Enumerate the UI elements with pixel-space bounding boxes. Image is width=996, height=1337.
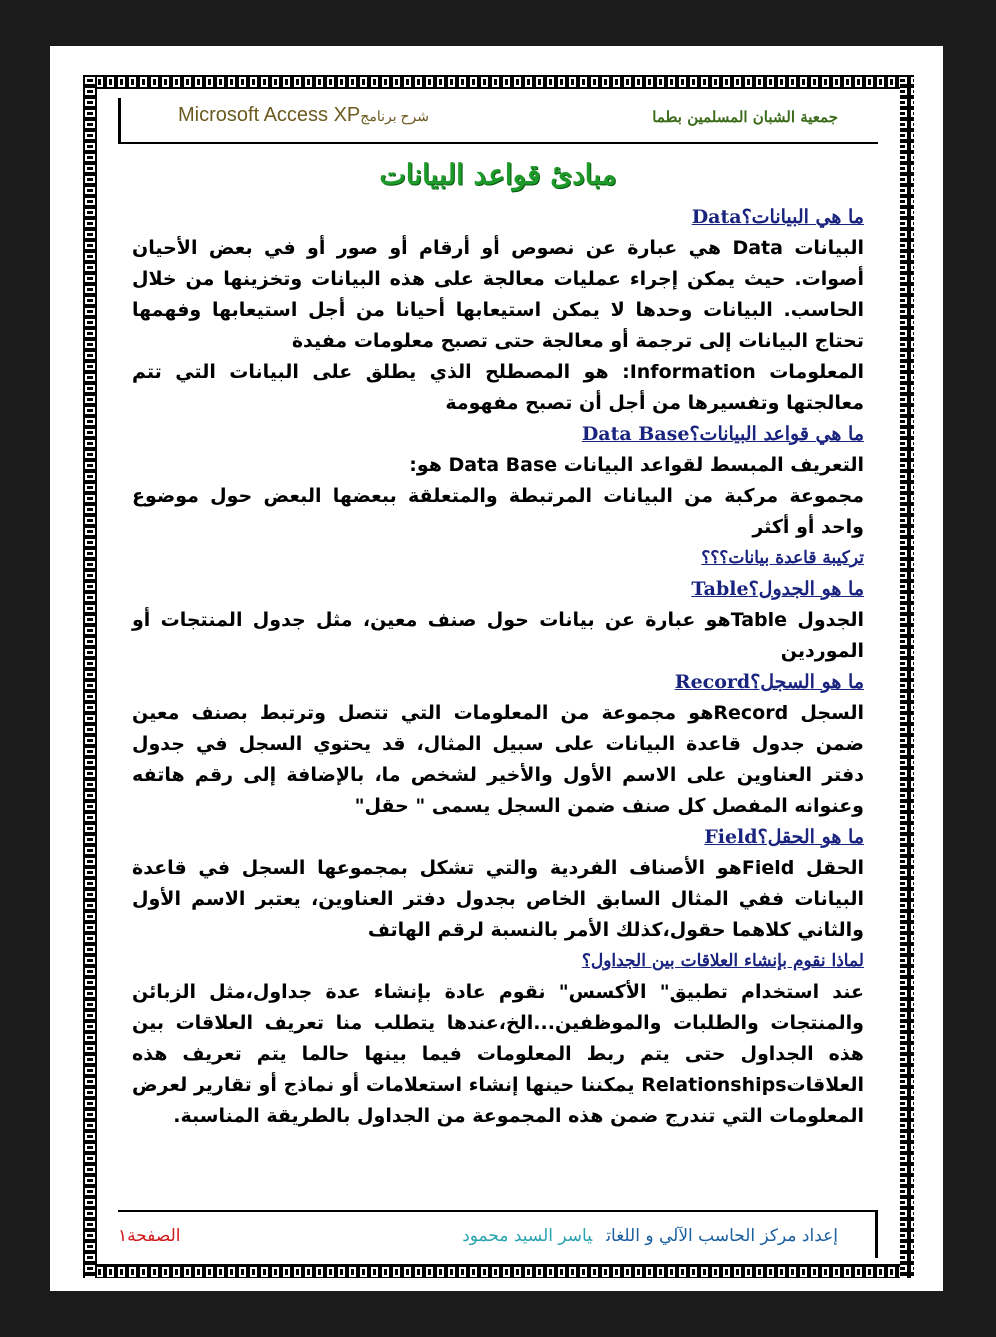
paragraph-data-definition: البيانات Data هي عبارة عن نصوص أو أرقام أو صور أو في بعض الأحيان أصوات. حيث يمكن إجراء عمليات معالجة على هذه البيانات وتخزينها من خلال الحاسب. البيانات وحدها لا يمكن استيعابها أحيانا من أجل استيعابها وفهمها تحتاج البيانات إلى ترجمة أو معالجة حتى تصبح معلومات مفيدة <box>132 237 864 352</box>
header-left-bar <box>118 98 121 142</box>
header-organization: جمعية الشبان المسلمين بطما <box>652 108 838 126</box>
page-title: مبادئ قواعد البيانات <box>379 158 617 191</box>
program-prefix: شرح برنامج <box>360 108 429 124</box>
program-name: Microsoft Access XP <box>178 104 361 126</box>
paragraph-table: الجدول Tableهو عبارة عن بيانات حول صنف معين، مثل جدول المنتجات أو الموردين <box>132 609 864 662</box>
page-number: الصفحة١ <box>118 1226 181 1246</box>
heading-data: ما هي البيانات؟Data <box>691 206 864 228</box>
footer-right-bar <box>875 1212 878 1258</box>
page-footer <box>118 1210 878 1258</box>
paragraph-information: المعلومات Information: هو المصطلح الذي يطلق على البيانات التي تتم معالجتها وتفسيرها من أجل أن تصبح مفهومة <box>132 361 864 414</box>
paragraph-field: الحقل Fieldهو الأصناف الفردية والتي تشكل بمجموعها السجل في قاعدة البيانات ففي المثال السابق الخاص بجدول دفتر العناوين، يعتبر الاسم الأول والثاني كلاهما حقول،كذلك الأمر بالنسبة لرقم الهاتف <box>132 857 864 941</box>
paragraph-database-intro: التعريف المبسط لقواعد البيانات Data Base هو: <box>409 454 864 476</box>
paragraph-relationships: عند استخدام تطبيق" الأكسس" نقوم عادة بإنشاء عدة جداول،مثل الزبائن والمنتجات والطلبات والموظفين...الخ،عندها يتطلب منا تعريف العلاقات بين هذه الجداول حتى يتم ربط المعلومات فيما بينها حالما يتم تعريف هذه العلاقاتRelationships يمكننا حينها إنشاء استعلامات أو نماذج أو تقارير لعرض المعلومات التي تندرج ضمن هذه المجموعة من الجداول بالطريقة المناسبة. <box>132 981 864 1127</box>
footer-prepared-by <box>462 1226 838 1246</box>
paragraph-database-definition: مجموعة مركبة من البيانات المرتبطة والمتعلقة ببعضها البعض حول موضوع واحد أو أكثر <box>132 485 864 538</box>
heading-table: ما هو الجدول؟Table <box>691 578 864 600</box>
page-content <box>118 98 878 1258</box>
heading-database: ما هي قواعد البيانات؟Data Base <box>581 423 864 445</box>
heading-record: ما هو السجل؟Record <box>674 671 864 693</box>
document-body <box>132 202 864 1132</box>
header-program <box>178 104 429 127</box>
paragraph-record: السجل Recordهو مجموعة من المعلومات التي تتصل وترتبط بصنف معين ضمن جدول قاعدة البيانات على سبيل المثال، قد يحتوي السجل في جدول دفتر العناوين على الاسم الأول والأخير لشخص ما، بالإضافة إلى رقم هاتفه وعنوانه المفصل كل صنف ضمن السجل يسمى " حقل" <box>132 702 864 817</box>
heading-database-structure: تركيبة قاعدة بيانات؟؟؟ <box>701 548 864 568</box>
heading-field: ما هو الحقل؟Field <box>704 826 864 848</box>
footer-center: إعداد مركز الحاسب الآلي و اللغات <box>606 1226 838 1246</box>
footer-author: ياسر السيد محمود <box>462 1226 593 1246</box>
page-header <box>118 98 878 144</box>
heading-relationships: لماذا نقوم بإنشاء العلاقات بين الجداول؟ <box>581 951 864 971</box>
